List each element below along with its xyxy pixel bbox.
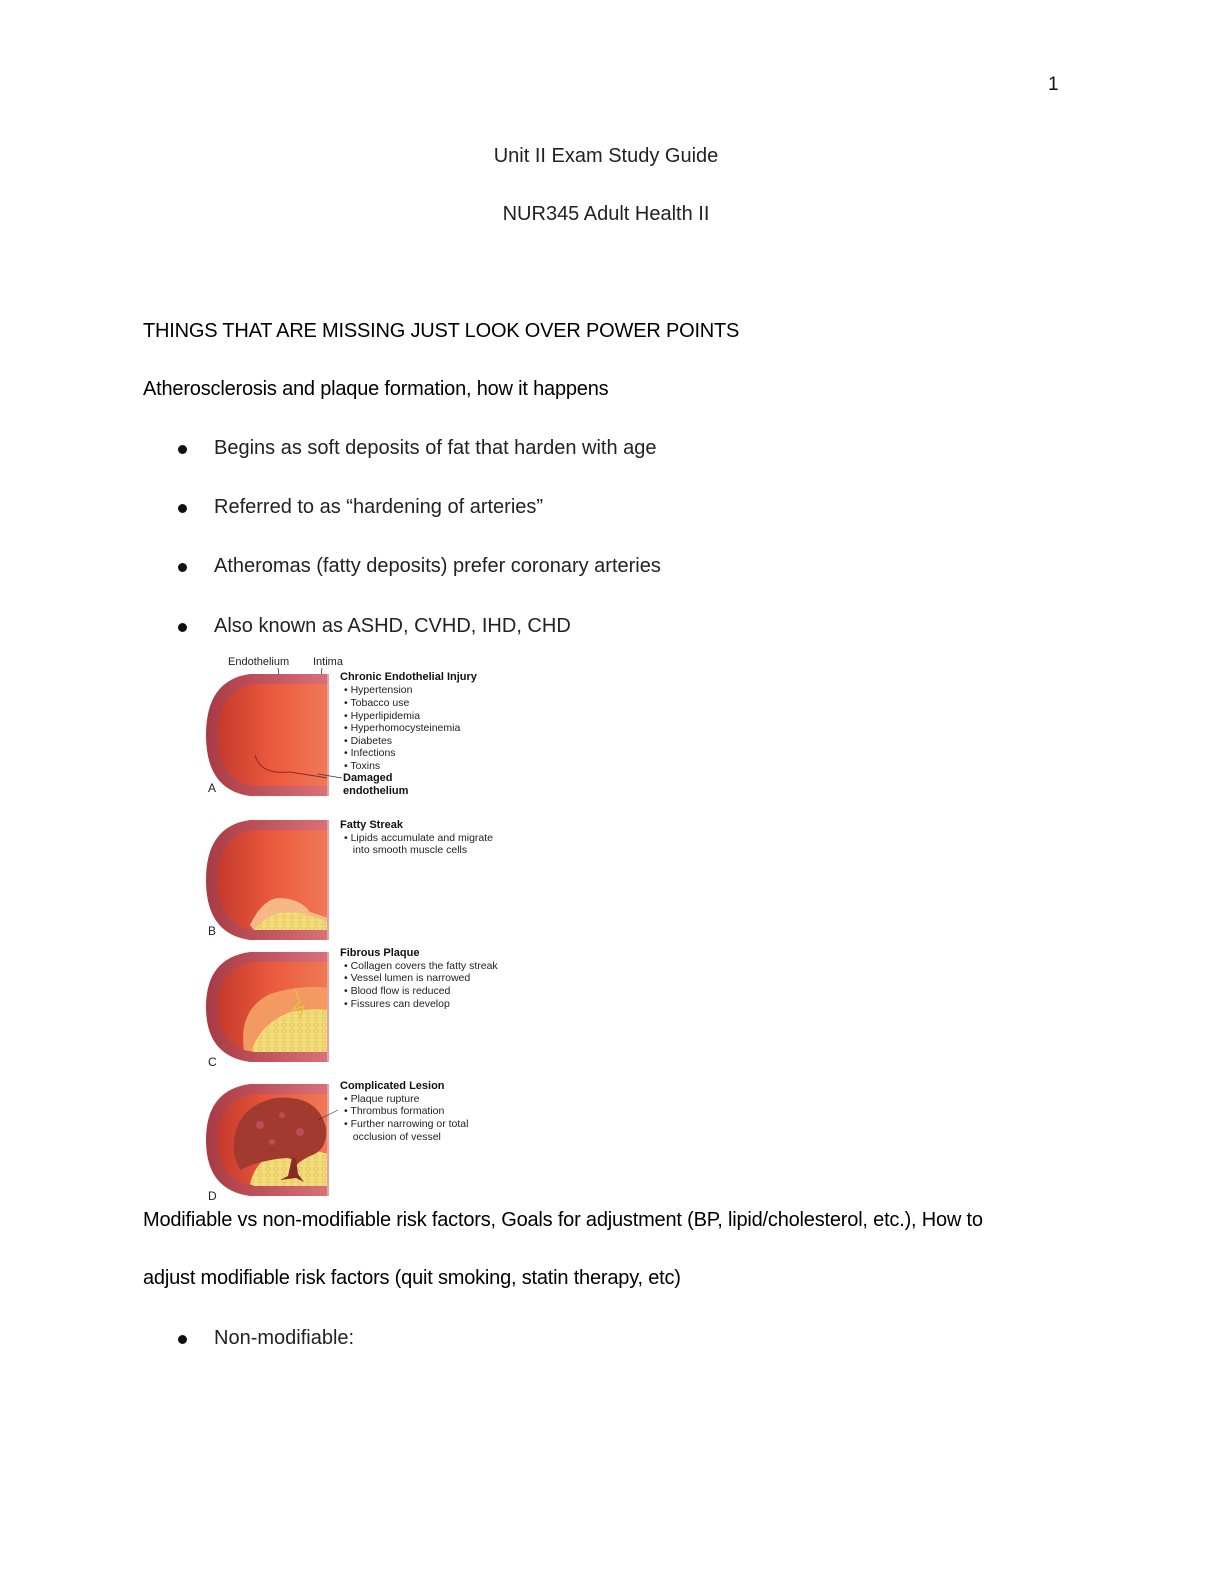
panel-a-item: • Toxins <box>344 760 381 772</box>
vessel-panel-d <box>206 1084 328 1196</box>
panel-a-item: • Diabetes <box>344 735 393 747</box>
atherosclerosis-figure <box>200 650 540 1205</box>
panel-letter-c: C <box>208 1055 217 1069</box>
panel-c-item: • Fissures can develop <box>344 998 450 1010</box>
panel-c-item: • Collagen covers the fatty streak <box>344 960 498 972</box>
bullet-text: Atheromas (fatty deposits) prefer coronary arteries <box>214 555 661 577</box>
panel-a-item: • Tobacco use <box>344 697 410 709</box>
panel-c-title: Fibrous Plaque <box>340 947 420 959</box>
notice-heading: THINGS THAT ARE MISSING JUST LOOK OVER POWER POINTS <box>143 320 740 342</box>
panel-d-title: Complicated Lesion <box>340 1080 445 1092</box>
panel-c-item: • Vessel lumen is narrowed <box>344 972 471 984</box>
panel-d-item: • Plaque rupture <box>344 1093 420 1105</box>
panel-letter-a: A <box>208 781 217 795</box>
panel-letter-b: B <box>208 924 217 938</box>
atherosclerosis-heading: Atherosclerosis and plaque formation, how it happens <box>143 378 609 400</box>
risk-factors-heading: adjust modifiable risk factors (quit smoking, statin therapy, etc) <box>143 1267 681 1289</box>
bullet-text: Referred to as “hardening of arteries” <box>214 496 544 518</box>
vessel-panel-b <box>206 820 328 940</box>
bullet-dot-icon <box>178 445 187 454</box>
endothelium-label: Endothelium <box>228 656 290 668</box>
panel-b-item: • Lipids accumulate and migrate <box>344 832 494 844</box>
damaged-endothelium-label: endothelium <box>343 785 409 797</box>
panel-d-item: occlusion of vessel <box>344 1131 441 1143</box>
panel-b-title: Fatty Streak <box>340 819 403 831</box>
bullet-dot-icon <box>178 504 187 513</box>
panel-a-item: • Hyperhomocysteinemia <box>344 722 461 734</box>
document-title: Unit II Exam Study Guide <box>493 145 719 167</box>
intima-label: Intima <box>313 656 343 668</box>
panel-a-title: Chronic Endothelial Injury <box>340 671 477 683</box>
bullet-text: Also known as ASHD, CVHD, IHD, CHD <box>214 615 571 637</box>
panel-a-item: • Infections <box>344 747 396 759</box>
panel-d-item: • Thrombus formation <box>344 1105 445 1117</box>
panel-letter-d: D <box>208 1189 217 1203</box>
bullet-dot-icon <box>178 1335 187 1344</box>
course-title: NUR345 Adult Health II <box>502 203 710 225</box>
bullet-dot-icon <box>178 623 187 632</box>
bullet-dot-icon <box>178 563 187 572</box>
panel-a-item: • Hyperlipidemia <box>344 710 421 722</box>
risk-factors-heading: Modifiable vs non-modifiable risk factors, Goals for adjustment (BP, lipid/cholesterol, etc.), How to <box>143 1209 983 1231</box>
damaged-endothelium-label: Damaged <box>343 772 393 784</box>
page-number: 1 <box>1048 74 1059 95</box>
panel-d-item: • Further narrowing or total <box>344 1118 469 1130</box>
bullet-text: Non-modifiable: <box>214 1327 355 1349</box>
panel-a-item: • Hypertension <box>344 684 413 696</box>
panel-c-item: • Blood flow is reduced <box>344 985 451 997</box>
bullet-text: Begins as soft deposits of fat that harden with age <box>214 437 657 459</box>
panel-b-item: into smooth muscle cells <box>344 844 468 856</box>
vessel-panel-c <box>206 952 328 1062</box>
vessel-panel-a <box>206 674 328 796</box>
